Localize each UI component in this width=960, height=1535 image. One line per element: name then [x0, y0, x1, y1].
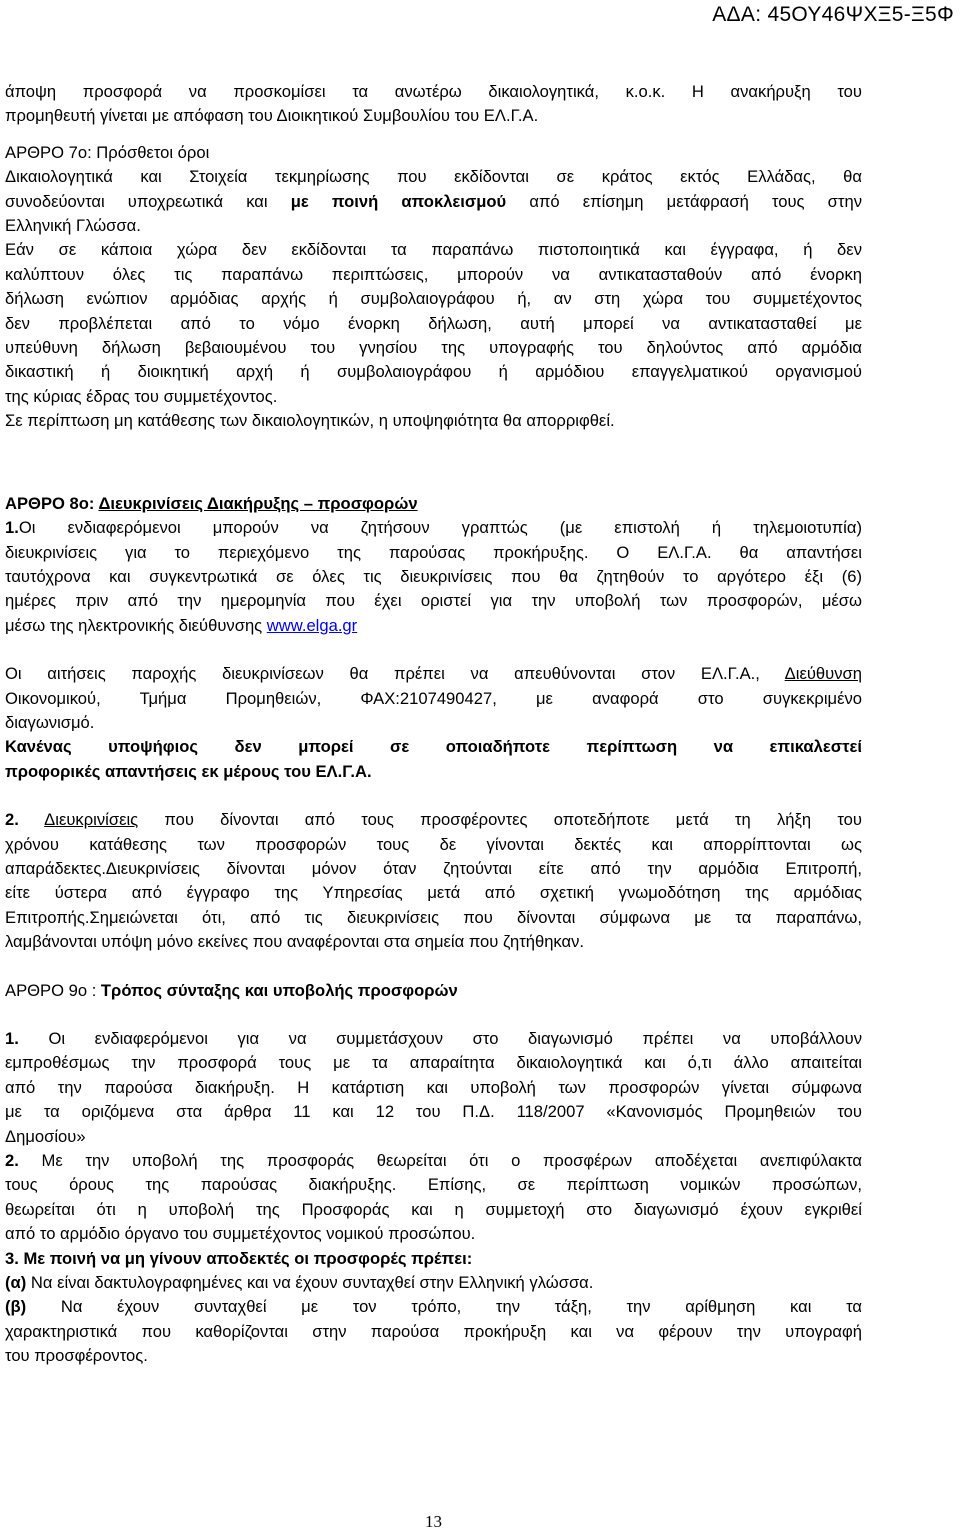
article8-text-line: Οι αιτήσεις παροχής διευκρινίσεων θα πρέπει να απευθύνονται στον ΕΛ.Γ.Α., Διεύθυνση: [5, 664, 862, 684]
article9-text-line: με τα οριζόμενα στα άρθρα 11 και 12 του Π.Δ. 118/2007 «Κανονισμός Προμηθειών του: [5, 1102, 862, 1122]
article8-text-line: λαμβάνονται υπόψη μόνο εκείνες που αναφέρονται στα σημεία που ζητήθηκαν.: [5, 932, 585, 952]
article7-text-line: της κύριας έδρας του συμμετέχοντος.: [5, 386, 278, 406]
article9-subheading: 3. Με ποινή να μη γίνουν αποδεκτές οι προσφορές πρέπει:: [5, 1248, 473, 1268]
article9-text-line: τους όρους της παρούσας διακήρυξης. Επίσης, σε περίπτωση νομικών προσώπων,: [5, 1175, 862, 1195]
article9-text-line: Δημοσίου»: [5, 1126, 86, 1146]
article9-text-line: χαρακτηριστικά που καθορίζονται στην παρούσα προκήρυξη και να φέρουν την υπογραφή: [5, 1321, 862, 1341]
article9-text-line: από την παρούσα διακήρυξη. Η κατάρτιση και υποβολή των προσφορών γίνεται σύμφωνα: [5, 1077, 862, 1097]
ada-code: ΑΔΑ: 45ΟΥ46ΨΧΞ5-Ξ5Φ: [712, 3, 954, 26]
article9-text-line: θεωρείται ότι η υποβολή της Προσφοράς και η συμμετοχή στο διαγωνισμό έχουν εγκριθεί: [5, 1199, 862, 1219]
article7-heading: ΑΡΘΡΟ 7ο: Πρόσθετοι όροι: [5, 142, 210, 162]
article8-text-line: διευκρινίσεις για το περιεχόμενο της παρούσας προκήρυξης. Ο ΕΛ.Γ.Α. θα απαντήσει: [5, 542, 862, 562]
article8-text-line: Οικονομικού, Τμήμα Προμηθειών, ΦΑΧ:2107490427, με αναφορά στο συγκεκριμένο: [5, 688, 862, 708]
article7-text-line: υπεύθυνη δήλωση βεβαιουμένου του γνησίου της υπογραφής του δηλούντος από αρμόδια: [5, 338, 862, 358]
article8-text-line: διαγωνισμό.: [5, 712, 95, 732]
article8-text-line: Κανένας υποψήφιος δεν μπορεί σε οποιαδήποτε περίπτωση να επικαλεστεί: [5, 737, 862, 757]
article8-text-line: προφορικές απαντήσεις εκ μέρους του ΕΛ.Γ.Α.: [5, 761, 372, 781]
article8-text-line: Επιτροπής.Σημειώνεται ότι, από τις διευκρινίσεις που δίνονται σύμφωνα με τα παραπάνω,: [5, 907, 862, 927]
article7-text-line: Εάν σε κάποια χώρα δεν εκδίδονται τα παραπάνω πιστοποιητικά και έγγραφα, ή δεν: [5, 240, 862, 260]
intro-line: προμηθευτή γίνεται με απόφαση του Διοικητικού Συμβουλίου του ΕΛ.Γ.Α.: [5, 106, 539, 126]
article9-text-line: (α) Να είναι δακτυλογραφημένες και να έχουν συνταχθεί στην Ελληνική γλώσσα.: [5, 1273, 594, 1293]
article9-text-line: (β) Να έχουν συνταχθεί με τον τρόπο, την τάξη, την αρίθμηση και τα: [5, 1297, 862, 1317]
article7-text-line: Δικαιολογητικά και Στοιχεία τεκμηρίωσης που εκδίδονται σε κράτος εκτός Ελλάδας, θα: [5, 167, 862, 187]
article8-text-line: 1.Οι ενδιαφερόμενοι μπορούν να ζητήσουν γραπτώς (με επιστολή ή τηλεμοιοτυπία): [5, 518, 862, 538]
elga-website-link[interactable]: www.elga.gr: [266, 615, 358, 635]
document-body: [5, 80, 862, 1369]
article9-text-line: του προσφέροντος.: [5, 1346, 148, 1366]
page-number: 13: [425, 1512, 442, 1531]
article7-text-line: καλύπτουν όλες τις παραπάνω περιπτώσεις, μπορούν να αντικατασταθούν από ένορκη: [5, 264, 862, 284]
article8-heading: ΑΡΘΡΟ 8ο: Διευκρινίσεις Διακήρυξης – προσφορών: [5, 493, 418, 513]
article7-text-line: δήλωση ενώπιον αρμόδιας αρχής ή συμβολαιογράφου ή, αν στη χώρα του συμμετέχοντος: [5, 289, 862, 309]
article7-text-line: δικαστική ή διοικητική αρχή ή συμβολαιογράφου ή αρμόδιου επαγγελματικού οργανισμού: [5, 362, 862, 382]
article9-text-line: εμπροθέσμως την προσφορά τους με τα απαραίτητα δικαιολογητικά και ό,τι άλλο απαιτείται: [5, 1053, 862, 1073]
article8-text-line: 2. Διευκρινίσεις που δίνονται από τους προσφέροντες οποτεδήποτε μετά τη λήξη του: [5, 810, 862, 830]
article9-heading: ΑΡΘΡΟ 9ο : Τρόπος σύνταξης και υποβολής προσφορών: [5, 980, 458, 1000]
intro-line: άποψη προσφορά να προσκομίσει τα ανωτέρω δικαιολογητικά, κ.ο.κ. Η ανακήρυξη του: [5, 82, 862, 101]
article8-text-line: ημέρες πριν από την ημερομηνία που έχει οριστεί για την υποβολή των προσφορών, μέσω: [5, 591, 862, 611]
article8-text-line: απαράδεκτες.Διευκρινίσεις δίνονται μόνον όταν ζητούνται είτε από την αρμόδια Επιτροπή,: [5, 858, 862, 878]
article7-text-line: Σε περίπτωση μη κατάθεσης των δικαιολογητικών, η υποψηφιότητα θα απορριφθεί.: [5, 411, 615, 431]
article8-text-line: χρόνου κατάθεσης των προσφορών τους δε γίνονται δεκτές και απορρίπτονται ως: [5, 834, 862, 854]
article7-text-line: Ελληνική Γλώσσα.: [5, 216, 141, 236]
article8-text-line: μέσω της ηλεκτρονικής διεύθυνσης www.elga.gr: [5, 615, 358, 635]
article8-text-line: ταυτόχρονα και συγκεντρωτικά σε όλες τις διευκρινίσεις που θα ζητηθούν το αργότερο έξι (6): [5, 566, 862, 586]
exclusion-penalty-text: με ποινή αποκλεισμού: [290, 191, 507, 211]
article9-text-line: από το αρμόδιο όργανο του συμμετέχοντος νομικού προσώπου.: [5, 1224, 476, 1244]
article9-text-line: 1. Οι ενδιαφερόμενοι για να συμμετάσχουν στο διαγωνισμό πρέπει να υποβάλλουν: [5, 1029, 862, 1048]
article7-text-line: συνοδεύονται υποχρεωτικά και με ποινή αποκλεισμού από επίσημη μετάφρασή τους στην: [5, 191, 863, 211]
article8-text-line: είτε ύστερα από έγγραφο της Υπηρεσίας μετά από σχετική γνωμοδότηση της αρμόδιας: [5, 883, 862, 903]
article9-text-line: 2. Με την υποβολή της προσφοράς θεωρείται ότι ο προσφέρων αποδέχεται ανεπιφύλακτα: [5, 1151, 862, 1171]
article7-text-line: δεν προβλέπεται από το νόμο ένορκη δήλωση, αυτή μπορεί να αντικατασταθεί με: [5, 313, 862, 333]
